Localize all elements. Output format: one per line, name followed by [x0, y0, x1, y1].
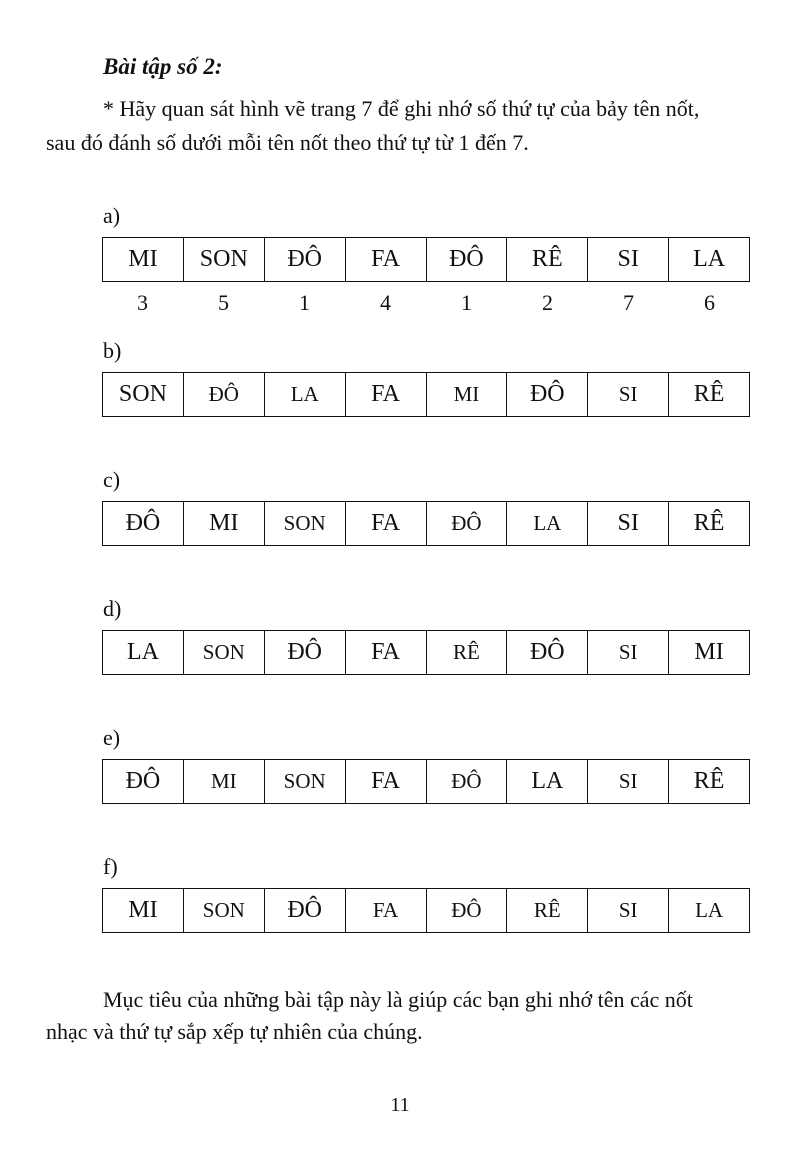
answer-number: 1 — [299, 290, 310, 315]
note-cell: ĐÔ — [427, 502, 508, 545]
exercise-label-d: d) — [103, 596, 122, 621]
exercise-label-c: c) — [103, 467, 121, 492]
instructions — [46, 92, 758, 160]
note-cell: RÊ — [427, 631, 508, 674]
note-cell: ĐÔ — [184, 373, 265, 416]
page-number: 11 — [390, 1094, 410, 1116]
answer-number: 5 — [218, 290, 229, 315]
exercise-title: Bài tập số 2: — [103, 54, 223, 79]
note-cell: ĐÔ — [427, 760, 508, 803]
note-cell: FA — [346, 502, 427, 545]
note-cell: ĐÔ — [507, 373, 588, 416]
note-cell: SI — [588, 889, 669, 932]
note-row-f — [102, 888, 750, 933]
note-cell: FA — [346, 238, 427, 281]
note-cell: ĐÔ — [427, 889, 508, 932]
answer-number: 7 — [623, 290, 634, 315]
note-cell: ĐÔ — [103, 760, 184, 803]
answer-number: 1 — [461, 290, 472, 315]
note-cell: SI — [588, 373, 669, 416]
answer-number: 6 — [704, 290, 715, 315]
note-cell: ĐÔ — [265, 631, 346, 674]
note-cell: MI — [184, 502, 265, 545]
note-cell: LA — [265, 373, 346, 416]
note-row-b — [102, 372, 750, 417]
goal-paragraph — [46, 984, 758, 1048]
note-cell: RÊ — [507, 889, 588, 932]
note-cell: RÊ — [693, 381, 725, 407]
note-cell: MI — [103, 889, 184, 932]
note-cell: FA — [346, 373, 427, 416]
note-cell: SI — [588, 238, 669, 281]
note-cell: SI — [588, 760, 669, 803]
note-cell: ĐÔ — [427, 238, 508, 281]
note-cell: SON — [103, 373, 184, 416]
note-row-e — [102, 759, 750, 804]
note-cell: SON — [184, 889, 265, 932]
note-cell: ĐÔ — [103, 502, 184, 545]
note-cell: FA — [346, 631, 427, 674]
note-cell: FA — [346, 760, 427, 803]
exercise-label-f: f) — [103, 854, 118, 879]
note-cell: MI — [427, 373, 508, 416]
answer-number: 3 — [137, 290, 148, 315]
note-cell: RÊ — [507, 238, 588, 281]
goal-line-1: Mục tiêu của những bài tập này là giúp các bạn ghi nhớ tên các nốt — [103, 987, 693, 1012]
note-row-d — [102, 630, 750, 675]
note-row-a — [102, 237, 750, 282]
note-cell: ĐÔ — [265, 238, 346, 281]
note-cell: RÊ — [693, 768, 725, 794]
note-cell: SON — [265, 502, 346, 545]
note-cell: LA — [693, 246, 726, 272]
note-cell: MI — [184, 760, 265, 803]
note-cell: MI — [694, 639, 724, 665]
answer-numbers-a — [102, 290, 750, 316]
exercise-label-e: e) — [103, 725, 121, 750]
goal-line-2: nhạc và thứ tự sắp xếp tự nhiên của chúng. — [46, 1019, 423, 1044]
note-cell: SI — [588, 631, 669, 674]
answer-number: 4 — [380, 290, 391, 315]
note-cell: LA — [507, 760, 588, 803]
note-cell: FA — [346, 889, 427, 932]
instructions-line-1: * Hãy quan sát hình vẽ trang 7 để ghi nhớ số thứ tự của bảy tên nốt, — [103, 96, 700, 121]
note-cell: ĐÔ — [507, 631, 588, 674]
note-cell: SON — [265, 760, 346, 803]
exercise-label-b: b) — [103, 338, 122, 363]
note-row-c — [102, 501, 750, 546]
note-cell: LA — [507, 502, 588, 545]
note-cell: MI — [103, 238, 184, 281]
answer-number: 2 — [542, 290, 553, 315]
note-cell: RÊ — [693, 510, 725, 536]
note-cell: SON — [184, 631, 265, 674]
instructions-line-2: sau đó đánh số dưới mỗi tên nốt theo thứ tự từ 1 đến 7. — [46, 130, 529, 155]
note-cell: LA — [695, 898, 724, 922]
exercise-label-a: a) — [103, 203, 121, 228]
note-cell: SI — [588, 502, 669, 545]
note-cell: ĐÔ — [265, 889, 346, 932]
note-cell: SON — [184, 238, 265, 281]
note-cell: LA — [103, 631, 184, 674]
